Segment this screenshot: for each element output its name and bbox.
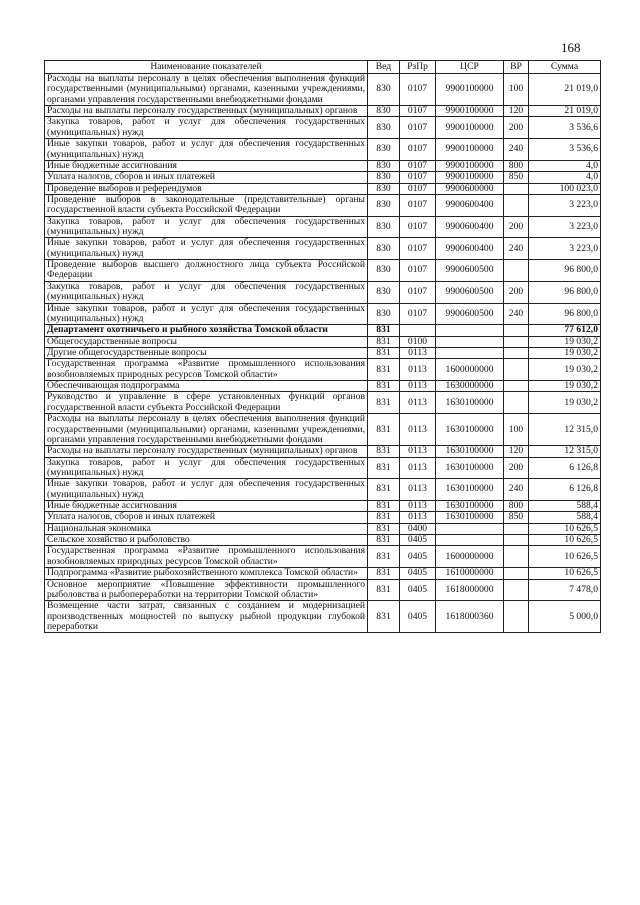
cell-vr: 240	[504, 139, 529, 161]
cell-name: Закупка товаров, работ и услуг для обеспечения государственных (муниципальных) нужд	[45, 117, 368, 139]
table-row	[45, 106, 601, 117]
cell-sum: 19 030,2	[529, 381, 601, 392]
cell-ved: 830	[368, 160, 400, 171]
cell-vr: 120	[504, 106, 529, 117]
cell-vr: 850	[504, 172, 529, 183]
table-row	[45, 392, 601, 414]
cell-rzpr: 0113	[400, 414, 436, 446]
cell-csr: 9900100000	[436, 106, 504, 117]
cell-csr: 1630100000	[436, 392, 504, 414]
cell-vr: 800	[504, 501, 529, 512]
cell-ved: 830	[368, 216, 400, 238]
table-row	[45, 457, 601, 479]
cell-ved: 831	[368, 601, 400, 633]
cell-sum: 4,0	[529, 172, 601, 183]
cell-ved: 831	[368, 336, 400, 347]
table-row	[45, 535, 601, 546]
cell-vr	[504, 535, 529, 546]
cell-csr: 9900100000	[436, 160, 504, 171]
cell-ved: 831	[368, 546, 400, 568]
cell-sum: 77 612,0	[529, 325, 601, 336]
cell-rzpr: 0107	[400, 303, 436, 325]
table-row	[45, 281, 601, 303]
table-body	[45, 74, 601, 633]
table-row	[45, 568, 601, 579]
cell-rzpr: 0113	[400, 359, 436, 381]
cell-rzpr: 0107	[400, 183, 436, 194]
table-row	[45, 546, 601, 568]
cell-rzpr: 0107	[400, 194, 436, 216]
cell-csr: 9900600400	[436, 216, 504, 238]
cell-vr	[504, 336, 529, 347]
cell-sum: 21 019,0	[529, 74, 601, 106]
cell-sum: 3 223,0	[529, 238, 601, 260]
cell-name: Возмещение части затрат, связанных с созданием и модернизацией производственных мощностей по выпуску рыбной продукции глубокой переработки	[45, 601, 368, 633]
table-row	[45, 414, 601, 446]
cell-rzpr: 0107	[400, 238, 436, 260]
table-row	[45, 512, 601, 523]
header-name: Наименование показателей	[45, 61, 368, 74]
table-row	[45, 194, 601, 216]
cell-name: Руководство и управление в сфере установленных функций органов государственной власти субъекта Российской Федерации	[45, 392, 368, 414]
cell-csr: 9900600400	[436, 238, 504, 260]
cell-sum: 19 030,2	[529, 336, 601, 347]
cell-name: Сельское хозяйство и рыболовство	[45, 535, 368, 546]
cell-vr	[504, 359, 529, 381]
cell-vr: 200	[504, 117, 529, 139]
cell-vr: 800	[504, 160, 529, 171]
cell-ved: 830	[368, 303, 400, 325]
cell-sum: 10 626,5	[529, 568, 601, 579]
cell-csr: 1630100000	[436, 446, 504, 457]
cell-sum: 10 626,5	[529, 523, 601, 534]
cell-ved: 831	[368, 446, 400, 457]
cell-vr: 120	[504, 446, 529, 457]
cell-name: Уплата налогов, сборов и иных платежей	[45, 172, 368, 183]
cell-vr: 200	[504, 457, 529, 479]
cell-name: Национальная экономика	[45, 523, 368, 534]
cell-vr	[504, 260, 529, 282]
cell-vr: 240	[504, 479, 529, 501]
table-row	[45, 523, 601, 534]
cell-sum: 6 126,8	[529, 479, 601, 501]
cell-csr: 1610000000	[436, 568, 504, 579]
cell-sum: 3 536,6	[529, 139, 601, 161]
cell-csr: 9900600500	[436, 260, 504, 282]
cell-vr	[504, 347, 529, 358]
cell-ved: 830	[368, 139, 400, 161]
table-header-row	[45, 61, 601, 74]
cell-ved: 830	[368, 117, 400, 139]
cell-rzpr: 0113	[400, 512, 436, 523]
cell-ved: 831	[368, 579, 400, 601]
cell-csr: 9900600500	[436, 303, 504, 325]
cell-rzpr: 0107	[400, 260, 436, 282]
cell-name: Иные закупки товаров, работ и услуг для обеспечения государственных (муниципальных) нужд	[45, 238, 368, 260]
cell-csr: 1600000000	[436, 359, 504, 381]
cell-sum: 100 023,0	[529, 183, 601, 194]
cell-csr: 1630100000	[436, 501, 504, 512]
cell-rzpr: 0400	[400, 523, 436, 534]
table-row	[45, 172, 601, 183]
cell-name: Расходы на выплаты персоналу государственных (муниципальных) органов	[45, 446, 368, 457]
header-csr: ЦСР	[436, 61, 504, 74]
cell-ved: 831	[368, 568, 400, 579]
cell-ved: 831	[368, 501, 400, 512]
cell-vr	[504, 183, 529, 194]
cell-name: Иные закупки товаров, работ и услуг для обеспечения государственных (муниципальных) нужд	[45, 479, 368, 501]
cell-ved: 830	[368, 106, 400, 117]
cell-vr	[504, 325, 529, 336]
page-number: 168	[561, 40, 581, 55]
cell-vr	[504, 546, 529, 568]
cell-vr	[504, 381, 529, 392]
cell-rzpr: 0113	[400, 457, 436, 479]
cell-rzpr: 0113	[400, 479, 436, 501]
cell-ved: 831	[368, 512, 400, 523]
cell-vr: 200	[504, 216, 529, 238]
cell-name: Проведение выборов и референдумов	[45, 183, 368, 194]
cell-csr	[436, 325, 504, 336]
cell-vr: 850	[504, 512, 529, 523]
cell-csr: 1618000360	[436, 601, 504, 633]
table-row	[45, 325, 601, 336]
cell-sum: 5 000,0	[529, 601, 601, 633]
cell-name: Иные закупки товаров, работ и услуг для обеспечения государственных (муниципальных) нужд	[45, 139, 368, 161]
cell-ved: 831	[368, 523, 400, 534]
cell-vr	[504, 392, 529, 414]
cell-rzpr: 0405	[400, 601, 436, 633]
cell-rzpr: 0405	[400, 568, 436, 579]
cell-name: Государственная программа «Развитие промышленного использования возобновляемых природных ресурсов Томской области»	[45, 359, 368, 381]
cell-name: Закупка товаров, работ и услуг для обеспечения государственных (муниципальных) нужд	[45, 457, 368, 479]
cell-ved: 831	[368, 535, 400, 546]
cell-sum: 588,4	[529, 501, 601, 512]
cell-ved: 830	[368, 194, 400, 216]
cell-rzpr: 0405	[400, 546, 436, 568]
cell-csr: 1630000000	[436, 381, 504, 392]
cell-csr: 9900100000	[436, 117, 504, 139]
cell-rzpr: 0405	[400, 535, 436, 546]
cell-rzpr: 0113	[400, 446, 436, 457]
cell-name: Проведение выборов высшего должностного лица субъекта Российской Федерации	[45, 260, 368, 282]
table-row	[45, 601, 601, 633]
table-row	[45, 501, 601, 512]
cell-rzpr: 0107	[400, 117, 436, 139]
cell-rzpr: 0113	[400, 392, 436, 414]
cell-csr: 1630100000	[436, 414, 504, 446]
cell-csr: 1630100000	[436, 512, 504, 523]
cell-vr: 240	[504, 303, 529, 325]
cell-ved: 830	[368, 183, 400, 194]
cell-ved: 831	[368, 381, 400, 392]
cell-vr: 200	[504, 281, 529, 303]
cell-csr	[436, 347, 504, 358]
cell-csr: 1618000000	[436, 579, 504, 601]
cell-sum: 96 800,0	[529, 281, 601, 303]
cell-rzpr: 0107	[400, 139, 436, 161]
cell-sum: 588,4	[529, 512, 601, 523]
cell-name: Государственная программа «Развитие промышленного использования возобновляемых природных ресурсов Томской области»	[45, 546, 368, 568]
cell-name: Проведение выборов в законодательные (представительные) органы государственной власти субъекта Российской Федерации	[45, 194, 368, 216]
cell-rzpr: 0113	[400, 381, 436, 392]
table-row	[45, 359, 601, 381]
cell-csr: 9900100000	[436, 74, 504, 106]
cell-name: Общегосударственные вопросы	[45, 336, 368, 347]
cell-csr: 9900100000	[436, 172, 504, 183]
cell-sum: 96 800,0	[529, 303, 601, 325]
cell-rzpr: 0107	[400, 216, 436, 238]
table-row	[45, 260, 601, 282]
cell-name: Закупка товаров, работ и услуг для обеспечения государственных (муниципальных) нужд	[45, 216, 368, 238]
cell-sum: 3 223,0	[529, 216, 601, 238]
cell-rzpr: 0113	[400, 501, 436, 512]
cell-ved: 830	[368, 238, 400, 260]
cell-sum: 19 030,2	[529, 359, 601, 381]
cell-csr	[436, 336, 504, 347]
cell-sum: 21 019,0	[529, 106, 601, 117]
cell-name: Расходы на выплаты персоналу государственных (муниципальных) органов	[45, 106, 368, 117]
cell-name: Обеспечивающая подпрограмма	[45, 381, 368, 392]
table-row	[45, 336, 601, 347]
table-row	[45, 579, 601, 601]
cell-rzpr: 0405	[400, 579, 436, 601]
cell-sum: 12 315,0	[529, 446, 601, 457]
cell-vr	[504, 601, 529, 633]
table-row	[45, 74, 601, 106]
cell-name: Подпрограмма «Развитие рыбохозяйственного комплекса Томской области»	[45, 568, 368, 579]
cell-sum: 10 626,5	[529, 535, 601, 546]
cell-ved: 830	[368, 74, 400, 106]
table-row	[45, 238, 601, 260]
cell-csr: 9900600500	[436, 281, 504, 303]
table-row	[45, 216, 601, 238]
cell-rzpr: 0100	[400, 336, 436, 347]
cell-vr: 100	[504, 414, 529, 446]
cell-name: Уплата налогов, сборов и иных платежей	[45, 512, 368, 523]
cell-rzpr: 0107	[400, 172, 436, 183]
cell-ved: 831	[368, 359, 400, 381]
cell-vr	[504, 579, 529, 601]
cell-sum: 3 536,6	[529, 117, 601, 139]
cell-sum: 19 030,2	[529, 392, 601, 414]
cell-ved: 831	[368, 347, 400, 358]
cell-csr: 1600000000	[436, 546, 504, 568]
cell-rzpr	[400, 325, 436, 336]
header-vr: ВР	[504, 61, 529, 74]
table-row	[45, 117, 601, 139]
header-ved: Вед	[368, 61, 400, 74]
table-row	[45, 347, 601, 358]
cell-name: Расходы на выплаты персоналу в целях обеспечения выполнения функций государственными (муниципальными) органами, казенными учреждениями, органами управления государственными внебюджетными фондами	[45, 414, 368, 446]
cell-vr	[504, 194, 529, 216]
table-row	[45, 160, 601, 171]
cell-name: Департамент охотничьего и рыбного хозяйства Томской области	[45, 325, 368, 336]
cell-ved: 831	[368, 457, 400, 479]
table-row	[45, 479, 601, 501]
cell-rzpr: 0113	[400, 347, 436, 358]
header-sum: Сумма	[529, 61, 601, 74]
header-rzpr: РзПр	[400, 61, 436, 74]
cell-csr	[436, 535, 504, 546]
cell-ved: 830	[368, 260, 400, 282]
cell-csr: 1630100000	[436, 457, 504, 479]
cell-name: Иные бюджетные ассигнования	[45, 501, 368, 512]
cell-sum: 19 030,2	[529, 347, 601, 358]
cell-sum: 12 315,0	[529, 414, 601, 446]
cell-sum: 6 126,8	[529, 457, 601, 479]
table-row	[45, 139, 601, 161]
cell-csr: 9900100000	[436, 139, 504, 161]
cell-name: Основное мероприятие «Повышение эффективности промышленного рыболовства и рыбопереработки на территории Томской области»	[45, 579, 368, 601]
table-row	[45, 303, 601, 325]
cell-ved: 831	[368, 325, 400, 336]
cell-ved: 831	[368, 479, 400, 501]
cell-name: Иные закупки товаров, работ и услуг для обеспечения государственных (муниципальных) нужд	[45, 303, 368, 325]
cell-name: Иные бюджетные ассигнования	[45, 160, 368, 171]
cell-vr: 240	[504, 238, 529, 260]
cell-sum: 4,0	[529, 160, 601, 171]
cell-ved: 830	[368, 172, 400, 183]
cell-csr: 9900600400	[436, 194, 504, 216]
budget-table	[44, 60, 601, 633]
cell-rzpr: 0107	[400, 74, 436, 106]
cell-vr	[504, 523, 529, 534]
cell-ved: 830	[368, 281, 400, 303]
cell-sum: 7 478,0	[529, 579, 601, 601]
table-row	[45, 183, 601, 194]
table-row	[45, 381, 601, 392]
table-row	[45, 446, 601, 457]
cell-rzpr: 0107	[400, 281, 436, 303]
cell-csr: 9900600000	[436, 183, 504, 194]
cell-sum: 96 800,0	[529, 260, 601, 282]
cell-ved: 831	[368, 392, 400, 414]
cell-rzpr: 0107	[400, 106, 436, 117]
cell-name: Другие общегосударственные вопросы	[45, 347, 368, 358]
cell-sum: 10 626,5	[529, 546, 601, 568]
cell-vr: 100	[504, 74, 529, 106]
cell-sum: 3 223,0	[529, 194, 601, 216]
cell-rzpr: 0107	[400, 160, 436, 171]
cell-csr: 1630100000	[436, 479, 504, 501]
cell-vr	[504, 568, 529, 579]
cell-name: Закупка товаров, работ и услуг для обеспечения государственных (муниципальных) нужд	[45, 281, 368, 303]
cell-csr	[436, 523, 504, 534]
cell-ved: 831	[368, 414, 400, 446]
cell-name: Расходы на выплаты персоналу в целях обеспечения выполнения функций государственными (муниципальными) органами, казенными учреждениями, органами управления государственными внебюджетными фондами	[45, 74, 368, 106]
